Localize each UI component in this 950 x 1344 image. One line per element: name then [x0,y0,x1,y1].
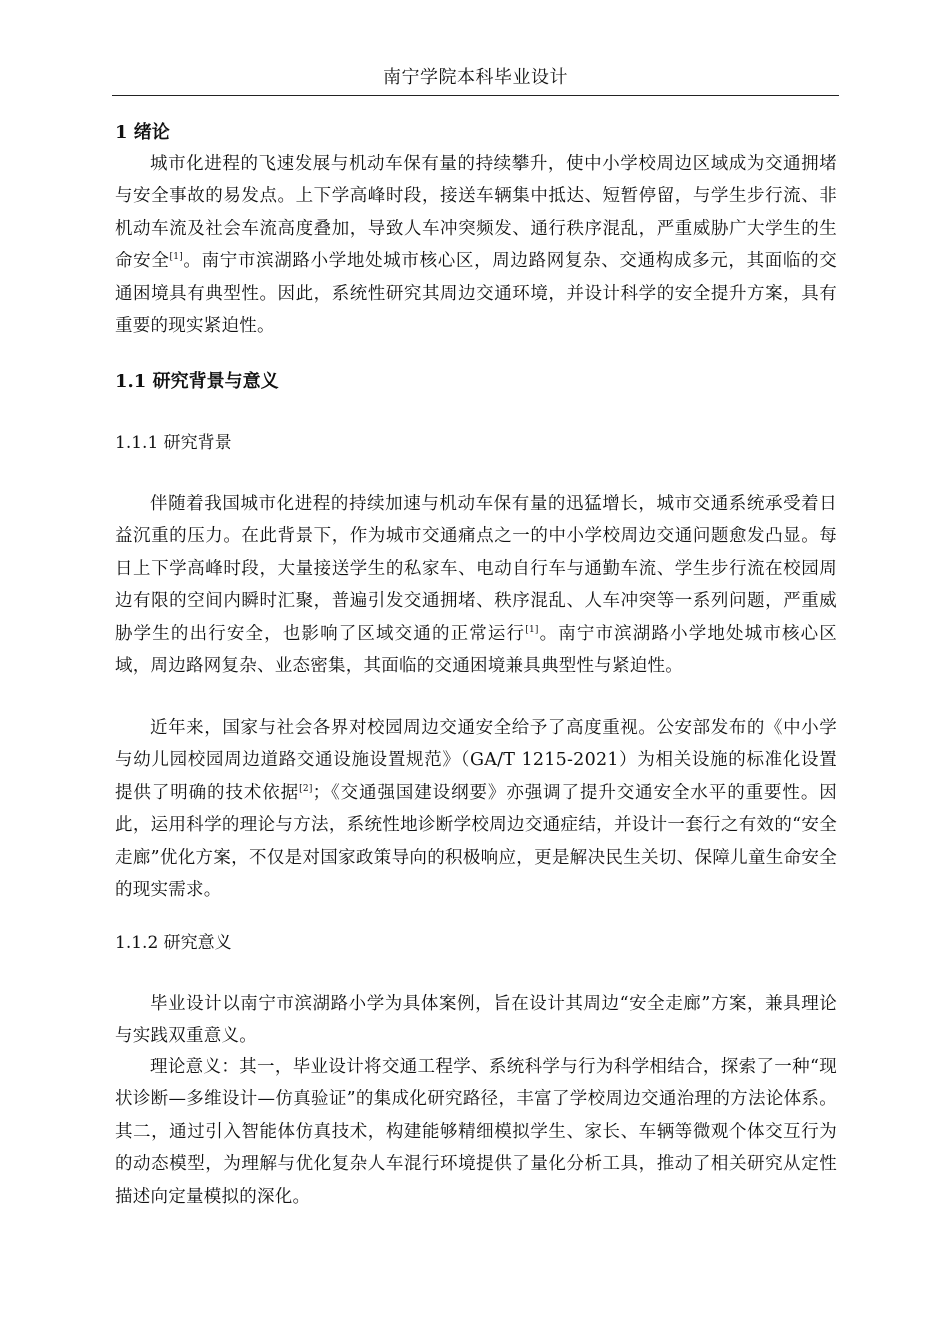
section-heading-1-1: 1.1 研究背景与意义 [115,371,279,392]
intro-paragraph [115,148,837,342]
citation-ref: [1] [525,624,539,635]
background-text-a: 伴随着我国城市化进程的持续加速与机动车保有量的迅猛增长，城市交通系统承受着日益沉重的压力。在此背景下，作为城市交通痛点之一的中小学校周边交通问题愈发凸显。每日上下学高峰时段，大量接送学生的私家车、电动自行车与通勤车流、学生步行流在校园周边有限的空间内瞬时汇聚，普遍引发交通拥堵、秩序混乱、人车冲突等一系列问题，严重威胁学生的出行安全，也影响了区域交通的正常运行 [115,494,837,644]
citation-ref: [2] [299,783,313,794]
background-text-a: 近年来，国家与社会各界对校园周边交通安全给予了高度重视。公安部发布的《中小学与幼儿园校园周边道路交通设施设置规范》（GA/T 1215-2021）为相关设施的标准化设置提供了明确的技术依据 [115,718,837,803]
background-paragraph-1 [115,488,837,682]
intro-text-a: 城市化进程的飞速发展与机动车保有量的持续攀升，使中小学校周边区域成为交通拥堵与安全事故的易发点。上下学高峰时段，接送车辆集中抵达、短暂停留，与学生步行流、非机动车流及社会车流高度叠加，导致人车冲突频发、通行秩序混乱，严重威胁广大学生的生命安全 [115,154,837,272]
significance-paragraph-2: 理论意义：其一，毕业设计将交通工程学、系统科学与行为科学相结合，探索了一种“现状诊断—多维设计—仿真验证”的集成化研究路径，丰富了学校周边交通治理的方法论体系。其二，通过引入智能体仿真技术，构建能够精细模拟学生、家长、车辆等微观个体交互行为的动态模型，为理解与优化复杂人车混行环境提供了量化分析工具，推动了相关研究从定性描述向定量模拟的深化。 [115,1057,837,1207]
background-text-b: 。南宁市滨湖路小学地处城市核心区域，周边路网复杂、业态密集，其面临的交通困境兼具典型性与紧迫性。 [115,623,838,677]
background-paragraph-2 [115,712,837,906]
section-heading-1-1-2: 1.1.2 研究意义 [115,933,232,953]
citation-ref: [1] [169,252,183,263]
chapter-heading: 1 绪论 [115,122,170,143]
intro-text-b: 。南宁市滨湖路小学地处城市核心区，周边路网复杂、交通构成多元，其面临的交通困境具有典型性。因此，系统性研究其周边交通环境，并设计科学的安全提升方案，具有重要的现实紧迫性。 [115,251,837,337]
significance-paragraph-1: 毕业设计以南宁市滨湖路小学为具体案例，旨在设计其周边“安全走廊”方案，兼具理论与实践双重意义。 [115,994,837,1047]
background-text-b: ；《交通强国建设纲要》亦强调了提升交通安全水平的重要性。因此，运用科学的理论与方法，系统性地诊断学校周边交通症结，并设计一套行之有效的“安全走廊”优化方案，不仅是对国家政策导向的积极响应，更是解决民生关切、保障儿童生命安全的现实需求。 [115,782,837,901]
header-rule [112,95,839,96]
page-header: 南宁学院本科毕业设计 [383,67,568,88]
section-heading-1-1-1: 1.1.1 研究背景 [115,433,232,453]
